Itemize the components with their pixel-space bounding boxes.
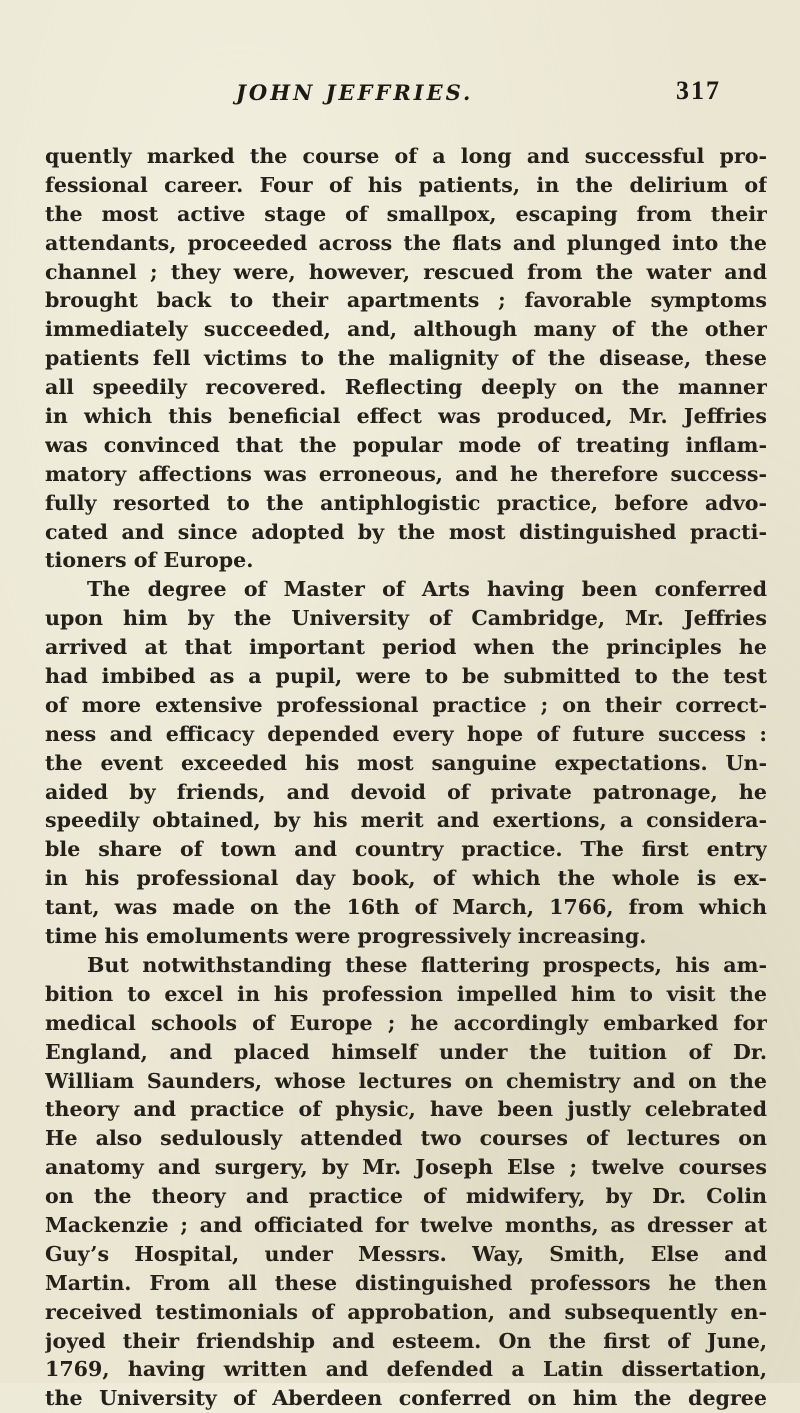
paragraph-end-line: time his emoluments were progressively increasing. <box>45 924 647 949</box>
body-text <box>45 142 767 1413</box>
text-line: joyed their friendship and esteem. On the first of June, <box>45 1328 767 1353</box>
text-line: immediately succeeded, and, although many of the other <box>45 317 767 342</box>
text-line: He also sedulously attended two courses of lectures on <box>45 1126 767 1151</box>
text-line: brought back to their apartments ; favorable symptoms <box>45 288 767 313</box>
text-line: matory affections was erroneous, and he therefore success- <box>45 461 767 486</box>
text-line: the event exceeded his most sanguine expectations. Un- <box>45 750 767 775</box>
text-line: the most active stage of smallpox, escaping from their <box>45 201 767 226</box>
text-line: in his professional day book, of which the whole is ex- <box>45 866 767 891</box>
text-line: of more extensive professional practice ; on their correct- <box>45 692 767 717</box>
text-line: fessional career. Four of his patients, in the delirium of <box>45 172 767 197</box>
running-head-title: JOHN JEFFRIES. <box>236 80 474 105</box>
paragraph-end-line: tioners of Europe. <box>45 548 254 573</box>
text-line: William Saunders, whose lectures on chemistry and on the <box>45 1068 767 1093</box>
text-line: channel ; they were, however, rescued from the water and <box>45 259 767 284</box>
text-line: bition to excel in his profession impelled him to visit the <box>45 981 767 1006</box>
text-line: attendants, proceeded across the flats and plunged into the <box>45 230 767 255</box>
paragraph-start-line: But notwithstanding these flattering prospects, his am- <box>87 952 767 977</box>
text-line: arrived at that important period when the principles he <box>45 635 767 660</box>
text-line: ble share of town and country practice. The first entry <box>45 837 767 862</box>
text-line: medical schools of Europe ; he accordingly embarked for <box>45 1010 767 1035</box>
text-line: Martin. From all these distinguished professors he then <box>45 1270 767 1295</box>
text-line: anatomy and surgery, by Mr. Joseph Else ; twelve courses <box>45 1155 767 1180</box>
page-number: 317 <box>676 76 721 105</box>
text-line: cated and since adopted by the most distinguished practi- <box>45 519 767 544</box>
text-line: fully resorted to the antiphlogistic practice, before advo- <box>45 490 767 515</box>
text-line: on the theory and practice of midwifery, by Dr. Colin <box>45 1184 767 1209</box>
text-line: all speedily recovered. Reflecting deeply on the manner <box>45 375 767 400</box>
text-line: had imbibed as a pupil, were to be submitted to the test <box>45 664 767 689</box>
text-line: was convinced that the popular mode of treating inflam- <box>45 432 767 457</box>
text-line: in which this beneficial effect was produced, Mr. Jeffries <box>45 404 767 429</box>
text-line: theory and practice of physic, have been justly celebrated <box>45 1097 767 1122</box>
text-line: received testimonials of approbation, and subsequently en- <box>45 1299 767 1324</box>
text-line: Mackenzie ; and officiated for twelve months, as dresser at <box>45 1212 767 1237</box>
paragraph-start-line: The degree of Master of Arts having been conferred <box>87 577 767 602</box>
text-line: speedily obtained, by his merit and exertions, a considera- <box>45 808 767 833</box>
text-line: Guy’s Hospital, under Messrs. Way, Smith, Else and <box>45 1241 767 1266</box>
text-line: patients fell victims to the malignity of the disease, these <box>45 346 767 371</box>
text-line: ness and efficacy depended every hope of future success : <box>45 721 767 746</box>
text-line: quently marked the course of a long and successful pro- <box>45 144 767 168</box>
text-line: the University of Aberdeen conferred on him the degree <box>45 1386 767 1411</box>
text-line: England, and placed himself under the tuition of Dr. <box>45 1039 767 1064</box>
running-head <box>0 60 800 105</box>
text-line: tant, was made on the 16th of March, 1766, from which <box>45 895 767 920</box>
text-line: 1769, having written and defended a Latin dissertation, <box>45 1357 767 1382</box>
text-line: upon him by the University of Cambridge, Mr. Jeffries <box>45 606 767 631</box>
text-line: aided by friends, and devoid of private patronage, he <box>45 779 767 804</box>
